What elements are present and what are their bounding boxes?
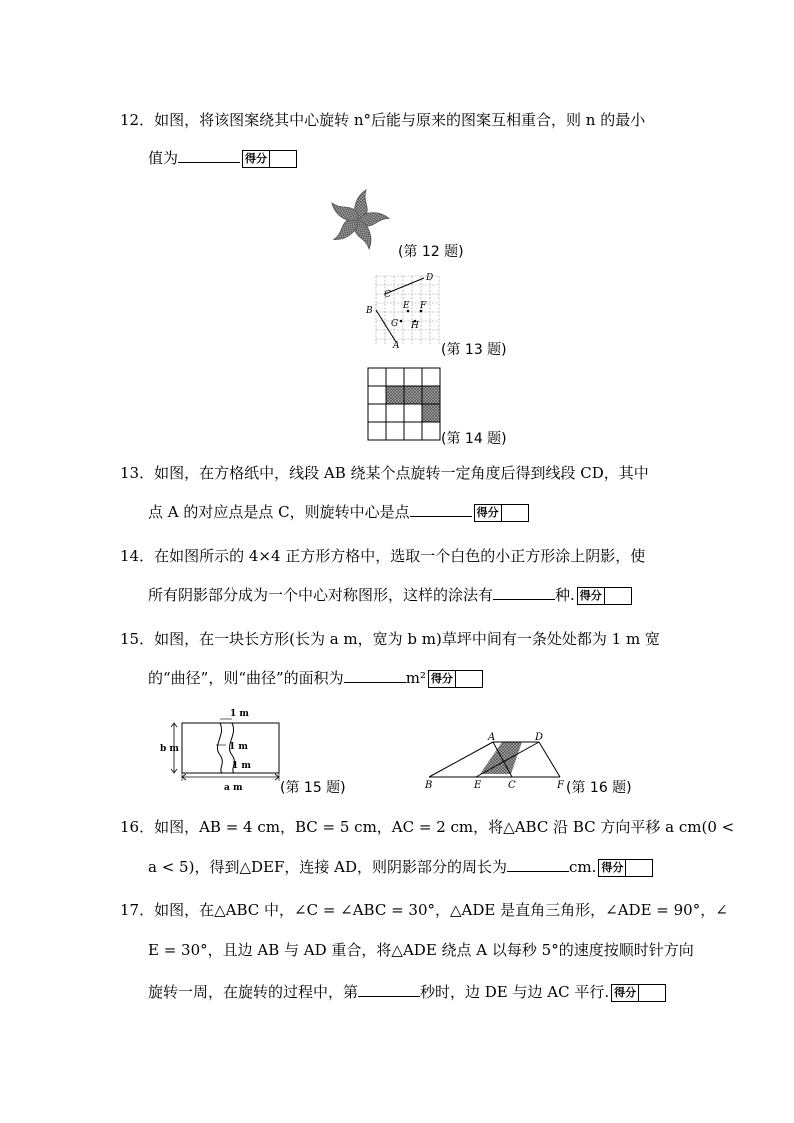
q17-suffix: 秒时，边 DE 与边 AC 平行.: [420, 983, 610, 1001]
q15-answer-blank[interactable]: [344, 668, 406, 683]
q14-score-box[interactable]: [577, 587, 632, 605]
q17-line3: [148, 982, 666, 1002]
label-F: F: [420, 301, 427, 311]
q13-prefix: 点 A 的对应点是点 C，则旋转中心是点: [148, 503, 410, 521]
q15-figure: [160, 705, 285, 793]
q12-figure: [322, 186, 394, 254]
label-C: C: [508, 780, 516, 791]
q13-answer-blank[interactable]: [410, 502, 472, 517]
q15-line2: [148, 668, 483, 688]
q15-caption: (第 15 题): [280, 780, 346, 796]
q15-suffix: m²: [405, 669, 426, 687]
q13-figure: [366, 272, 446, 351]
q16-line2: [148, 857, 653, 877]
q15-score-box[interactable]: [428, 670, 483, 688]
q12-answer-blank[interactable]: [178, 148, 240, 163]
q16-suffix: cm.: [569, 858, 597, 876]
q16-answer-blank[interactable]: [507, 857, 569, 872]
score-label: 得分: [243, 151, 270, 167]
q12-line2: [148, 148, 297, 168]
q14-caption: (第 14 题): [441, 431, 507, 447]
q14-figure: [367, 368, 441, 442]
score-label: 得分: [475, 505, 502, 521]
q17-line1: 17．如图，在△ABC 中，∠C = ∠ABC = 30°，△ADE 是直角三角形，∠ADE = 90°，∠: [120, 901, 728, 919]
q13-caption: (第 13 题): [441, 342, 507, 358]
label-mid: 1 m: [229, 742, 248, 752]
q17-score-box[interactable]: [611, 984, 666, 1002]
label-C: C: [384, 290, 391, 300]
q15-prefix: 的“曲径”，则“曲径”的面积为: [148, 669, 344, 687]
label-B: B: [366, 306, 373, 316]
score-label: 得分: [612, 985, 639, 1001]
label-D: D: [535, 732, 544, 743]
label-F: F: [557, 780, 564, 791]
q13-score-box[interactable]: [474, 504, 529, 522]
q14-line1: 14．在如图所示的 4×4 正方形方格中，选取一个白色的小正方形涂上阴影，使: [120, 547, 646, 565]
q16-caption: (第 16 题): [566, 780, 632, 796]
score-label: 得分: [599, 860, 626, 876]
q16-prefix: a < 5)，得到△DEF，连接 AD，则阴影部分的周长为: [148, 858, 507, 876]
score-label: 得分: [429, 671, 456, 687]
q14-line2: [148, 585, 632, 605]
label-bottom: a m: [224, 783, 243, 793]
label-A: A: [488, 732, 496, 743]
q14-suffix: 种.: [555, 586, 575, 604]
label-E: E: [474, 780, 482, 791]
q17-prefix: 旋转一周，在旋转的过程中，第: [148, 983, 359, 1001]
q16-score-box[interactable]: [598, 859, 653, 877]
q15-line1: 15．如图，在一块长方形(长为 a m，宽为 b m)草坪中间有一条处处都为 1 m 宽: [120, 630, 660, 648]
label-E: E: [403, 301, 410, 311]
label-A: A: [393, 341, 400, 351]
q12-caption: (第 12 题): [398, 244, 464, 260]
q13-line1: 13．如图，在方格纸中，线段 AB 绕某个点旋转一定角度后得到线段 CD，其中: [120, 464, 649, 482]
q17-line2: E = 30°，且边 AB 与 AD 重合，将△ADE 绕点 A 以每秒 5°的速度按顺时针方向: [148, 941, 694, 959]
q16-figure: [422, 732, 574, 792]
q17-answer-blank[interactable]: [358, 982, 420, 997]
label-top: 1 m: [230, 709, 249, 719]
q12-prefix: 值为: [148, 149, 179, 167]
q14-answer-blank[interactable]: [493, 585, 555, 600]
label-left: b m: [160, 744, 179, 754]
q12-score-box[interactable]: [242, 150, 297, 168]
label-D: D: [426, 273, 434, 283]
label-B: B: [425, 780, 433, 791]
q13-line2: [148, 502, 529, 522]
q12-line1: 12．如图，将该图案绕其中心旋转 n°后能与原来的图案互相重合，则 n 的最小: [120, 111, 646, 129]
score-label: 得分: [578, 588, 605, 604]
q16-line1: 16．如图，AB = 4 cm，BC = 5 cm，AC = 2 cm，将△ABC 沿 BC 方向平移 a cm(0 <: [120, 818, 735, 836]
q14-prefix: 所有阴影部分成为一个中心对称图形，这样的涂法有: [148, 586, 494, 604]
label-G: G: [391, 319, 399, 329]
label-H: H: [411, 321, 419, 331]
label-bot: 1 m: [232, 761, 251, 771]
